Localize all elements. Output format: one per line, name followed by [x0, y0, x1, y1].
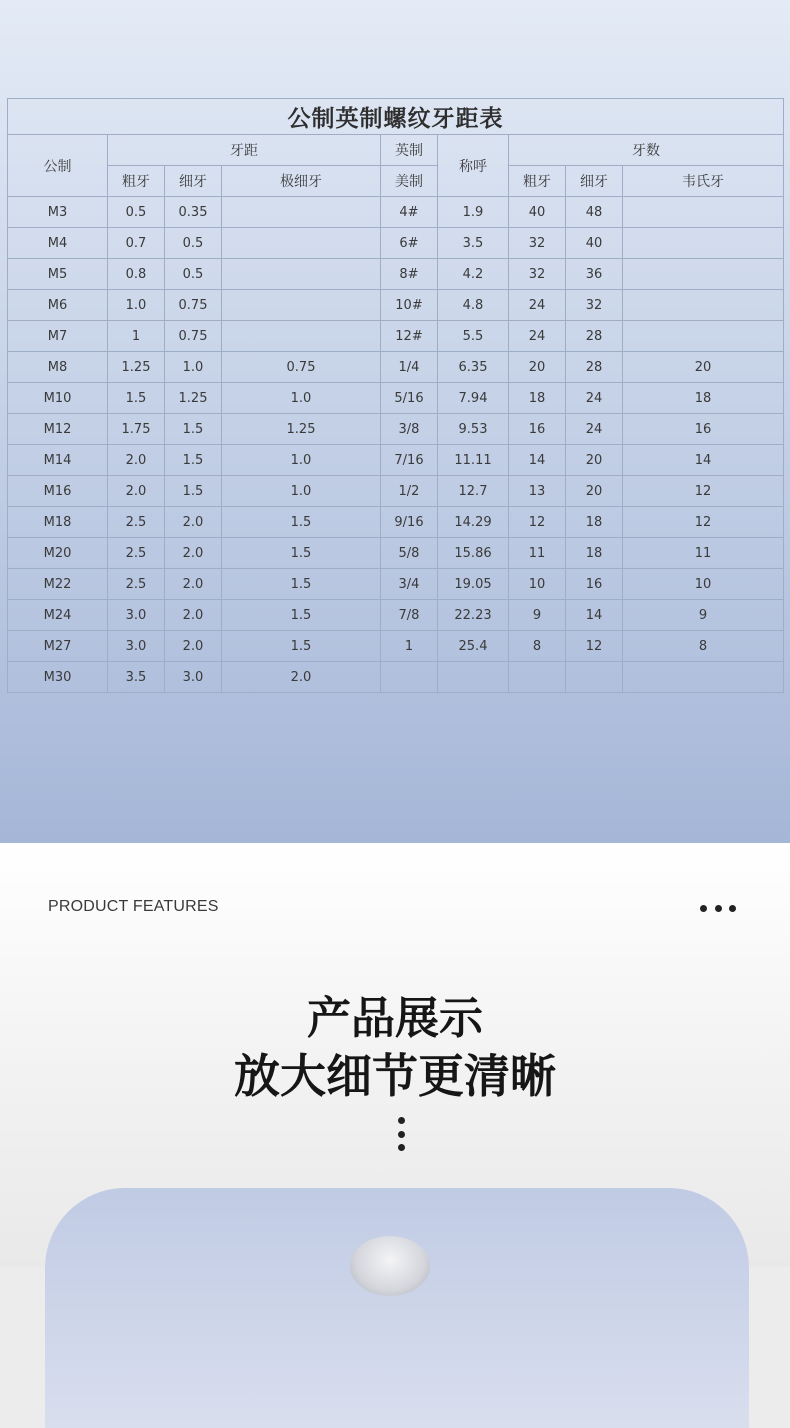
cell-pitch-extra-fine: 1.5: [222, 507, 381, 538]
cell-imperial: 1/2: [381, 476, 438, 507]
cell-imperial: 7/8: [381, 600, 438, 631]
product-image-panel: [45, 1188, 749, 1428]
cell-pitch-coarse: 2.0: [108, 476, 165, 507]
table-row: [8, 228, 784, 259]
table-body: [8, 197, 784, 693]
cell-imperial: 4#: [381, 197, 438, 228]
cell-imperial: 6#: [381, 228, 438, 259]
cell-nominal: 6.35: [438, 352, 509, 383]
cell-imperial: 9/16: [381, 507, 438, 538]
cell-tpi-whitworth: [623, 662, 784, 693]
cell-pitch-extra-fine: [222, 290, 381, 321]
table-row: [8, 476, 784, 507]
cell-metric: M16: [8, 476, 108, 507]
cell-tpi-coarse: 14: [509, 445, 566, 476]
cell-metric: M5: [8, 259, 108, 290]
cell-metric: M18: [8, 507, 108, 538]
cell-pitch-fine: 0.75: [165, 321, 222, 352]
cell-tpi-fine: 18: [566, 538, 623, 569]
cell-tpi-coarse: [509, 662, 566, 693]
cell-tpi-fine: [566, 662, 623, 693]
cell-tpi-coarse: 9: [509, 600, 566, 631]
cell-tpi-coarse: 18: [509, 383, 566, 414]
table-row: [8, 569, 784, 600]
cell-nominal: 4.8: [438, 290, 509, 321]
cell-tpi-fine: 14: [566, 600, 623, 631]
cell-nominal: 9.53: [438, 414, 509, 445]
cell-nominal: 15.86: [438, 538, 509, 569]
cell-imperial: 1: [381, 631, 438, 662]
cell-nominal: 1.9: [438, 197, 509, 228]
cell-tpi-fine: 48: [566, 197, 623, 228]
cell-metric: M14: [8, 445, 108, 476]
cell-tpi-coarse: 11: [509, 538, 566, 569]
cell-pitch-fine: 0.35: [165, 197, 222, 228]
cell-tpi-whitworth: 9: [623, 600, 784, 631]
cell-pitch-coarse: 2.0: [108, 445, 165, 476]
cell-tpi-whitworth: 11: [623, 538, 784, 569]
cell-pitch-extra-fine: 1.5: [222, 631, 381, 662]
cell-pitch-extra-fine: [222, 228, 381, 259]
cell-imperial: 1/4: [381, 352, 438, 383]
cell-imperial: 5/8: [381, 538, 438, 569]
cell-tpi-coarse: 8: [509, 631, 566, 662]
cell-pitch-fine: 2.0: [165, 507, 222, 538]
cell-pitch-extra-fine: 1.25: [222, 414, 381, 445]
header-pitch: 牙距: [108, 135, 381, 166]
cell-metric: M7: [8, 321, 108, 352]
cell-nominal: 12.7: [438, 476, 509, 507]
cell-tpi-coarse: 13: [509, 476, 566, 507]
cell-pitch-fine: 3.0: [165, 662, 222, 693]
cell-pitch-coarse: 1: [108, 321, 165, 352]
dot-icon: [715, 905, 722, 912]
cell-pitch-extra-fine: [222, 197, 381, 228]
cell-pitch-extra-fine: [222, 259, 381, 290]
cell-pitch-extra-fine: 1.0: [222, 383, 381, 414]
cell-pitch-extra-fine: 2.0: [222, 662, 381, 693]
cell-tpi-whitworth: 16: [623, 414, 784, 445]
features-label: PRODUCT FEATURES: [48, 898, 219, 915]
header-pitch-extra-fine: 极细牙: [222, 166, 381, 197]
cell-tpi-whitworth: 14: [623, 445, 784, 476]
cell-pitch-coarse: 2.5: [108, 538, 165, 569]
more-horizontal-icon: [700, 903, 736, 913]
table-row: [8, 600, 784, 631]
cell-nominal: 4.2: [438, 259, 509, 290]
cell-metric: M27: [8, 631, 108, 662]
header-american: 美制: [381, 166, 438, 197]
cell-pitch-coarse: 2.5: [108, 507, 165, 538]
cell-pitch-fine: 2.0: [165, 538, 222, 569]
cell-pitch-coarse: 0.7: [108, 228, 165, 259]
cell-tpi-coarse: 32: [509, 259, 566, 290]
cell-tpi-whitworth: [623, 321, 784, 352]
cell-tpi-whitworth: [623, 259, 784, 290]
cell-pitch-extra-fine: 1.5: [222, 600, 381, 631]
table-title: 公制英制螺纹牙距表: [8, 99, 784, 135]
cell-pitch-coarse: 3.5: [108, 662, 165, 693]
cell-tpi-fine: 32: [566, 290, 623, 321]
cell-tpi-coarse: 16: [509, 414, 566, 445]
cell-tpi-whitworth: [623, 228, 784, 259]
cell-metric: M20: [8, 538, 108, 569]
cell-pitch-fine: 2.0: [165, 569, 222, 600]
cell-pitch-fine: 0.5: [165, 259, 222, 290]
cell-tpi-coarse: 12: [509, 507, 566, 538]
dot-icon: [398, 1117, 405, 1124]
cell-metric: M22: [8, 569, 108, 600]
cell-metric: M6: [8, 290, 108, 321]
cell-tpi-coarse: 32: [509, 228, 566, 259]
table-row: [8, 197, 784, 228]
cell-tpi-whitworth: 8: [623, 631, 784, 662]
header-pitch-fine: 细牙: [165, 166, 222, 197]
cell-pitch-fine: 1.5: [165, 476, 222, 507]
cell-metric: M8: [8, 352, 108, 383]
cell-pitch-fine: 2.0: [165, 600, 222, 631]
cell-tpi-whitworth: 18: [623, 383, 784, 414]
cell-metric: M4: [8, 228, 108, 259]
cell-tpi-whitworth: 12: [623, 507, 784, 538]
cell-tpi-whitworth: 20: [623, 352, 784, 383]
cell-imperial: 3/4: [381, 569, 438, 600]
cell-pitch-extra-fine: 1.0: [222, 445, 381, 476]
cell-pitch-fine: 2.0: [165, 631, 222, 662]
cell-imperial: 8#: [381, 259, 438, 290]
cell-pitch-coarse: 1.25: [108, 352, 165, 383]
cell-imperial: 3/8: [381, 414, 438, 445]
cell-tpi-fine: 40: [566, 228, 623, 259]
table-row: [8, 321, 784, 352]
cell-nominal: 14.29: [438, 507, 509, 538]
cell-imperial: 12#: [381, 321, 438, 352]
header-imperial: 英制: [381, 135, 438, 166]
table-row: [8, 662, 784, 693]
cell-nominal: 7.94: [438, 383, 509, 414]
cell-nominal: 5.5: [438, 321, 509, 352]
table-row: [8, 507, 784, 538]
cell-pitch-coarse: 0.5: [108, 197, 165, 228]
cell-pitch-coarse: 3.0: [108, 631, 165, 662]
dot-icon: [398, 1144, 405, 1151]
cell-pitch-extra-fine: 1.5: [222, 569, 381, 600]
header-tpi-coarse: 粗牙: [509, 166, 566, 197]
cell-tpi-coarse: 24: [509, 321, 566, 352]
headline-line-1: 产品展示: [307, 993, 483, 1044]
cell-pitch-coarse: 2.5: [108, 569, 165, 600]
cell-tpi-fine: 36: [566, 259, 623, 290]
cell-pitch-extra-fine: 1.0: [222, 476, 381, 507]
cell-tpi-whitworth: [623, 290, 784, 321]
cell-nominal: [438, 662, 509, 693]
cell-pitch-coarse: 3.0: [108, 600, 165, 631]
cell-tpi-whitworth: 12: [623, 476, 784, 507]
dot-icon: [700, 905, 707, 912]
cell-tpi-fine: 24: [566, 383, 623, 414]
cell-pitch-coarse: 1.0: [108, 290, 165, 321]
cell-tpi-coarse: 24: [509, 290, 566, 321]
cell-tpi-coarse: 40: [509, 197, 566, 228]
cell-imperial: [381, 662, 438, 693]
cell-metric: M10: [8, 383, 108, 414]
cell-tpi-whitworth: [623, 197, 784, 228]
table-row: [8, 290, 784, 321]
headline-line-2: 放大细节更清晰: [234, 1049, 556, 1103]
header-pitch-coarse: 粗牙: [108, 166, 165, 197]
cell-nominal: 19.05: [438, 569, 509, 600]
header-metric: 公制: [8, 135, 108, 197]
cell-nominal: 25.4: [438, 631, 509, 662]
more-vertical-icon: [397, 1117, 405, 1151]
cell-tpi-fine: 18: [566, 507, 623, 538]
cell-tpi-fine: 20: [566, 476, 623, 507]
header-tpi-whitworth: 韦氏牙: [623, 166, 784, 197]
product-image: [350, 1236, 430, 1296]
table-row: [8, 538, 784, 569]
cell-pitch-coarse: 0.8: [108, 259, 165, 290]
cell-metric: M30: [8, 662, 108, 693]
cell-tpi-fine: 28: [566, 352, 623, 383]
cell-tpi-whitworth: 10: [623, 569, 784, 600]
cell-pitch-fine: 0.75: [165, 290, 222, 321]
cell-pitch-fine: 1.0: [165, 352, 222, 383]
dot-icon: [729, 905, 736, 912]
cell-pitch-fine: 1.25: [165, 383, 222, 414]
header-tpi-fine: 细牙: [566, 166, 623, 197]
table-row: [8, 445, 784, 476]
table-row: [8, 259, 784, 290]
table-row: [8, 631, 784, 662]
cell-imperial: 10#: [381, 290, 438, 321]
table-row: [8, 414, 784, 445]
dot-icon: [398, 1131, 405, 1138]
cell-tpi-fine: 24: [566, 414, 623, 445]
cell-imperial: 5/16: [381, 383, 438, 414]
cell-pitch-fine: 1.5: [165, 414, 222, 445]
thread-pitch-table: [7, 98, 784, 693]
cell-pitch-extra-fine: [222, 321, 381, 352]
cell-pitch-coarse: 1.75: [108, 414, 165, 445]
header-nominal: 称呼: [438, 135, 509, 197]
table-row: [8, 383, 784, 414]
cell-nominal: 11.11: [438, 445, 509, 476]
cell-tpi-fine: 20: [566, 445, 623, 476]
cell-tpi-fine: 16: [566, 569, 623, 600]
table-row: [8, 352, 784, 383]
cell-imperial: 7/16: [381, 445, 438, 476]
header-tpi: 牙数: [509, 135, 784, 166]
cell-pitch-fine: 1.5: [165, 445, 222, 476]
cell-pitch-coarse: 1.5: [108, 383, 165, 414]
cell-pitch-fine: 0.5: [165, 228, 222, 259]
cell-pitch-extra-fine: 0.75: [222, 352, 381, 383]
cell-tpi-coarse: 20: [509, 352, 566, 383]
cell-tpi-coarse: 10: [509, 569, 566, 600]
cell-nominal: 3.5: [438, 228, 509, 259]
cell-pitch-extra-fine: 1.5: [222, 538, 381, 569]
cell-metric: M3: [8, 197, 108, 228]
cell-nominal: 22.23: [438, 600, 509, 631]
cell-metric: M12: [8, 414, 108, 445]
cell-tpi-fine: 28: [566, 321, 623, 352]
cell-metric: M24: [8, 600, 108, 631]
cell-tpi-fine: 12: [566, 631, 623, 662]
